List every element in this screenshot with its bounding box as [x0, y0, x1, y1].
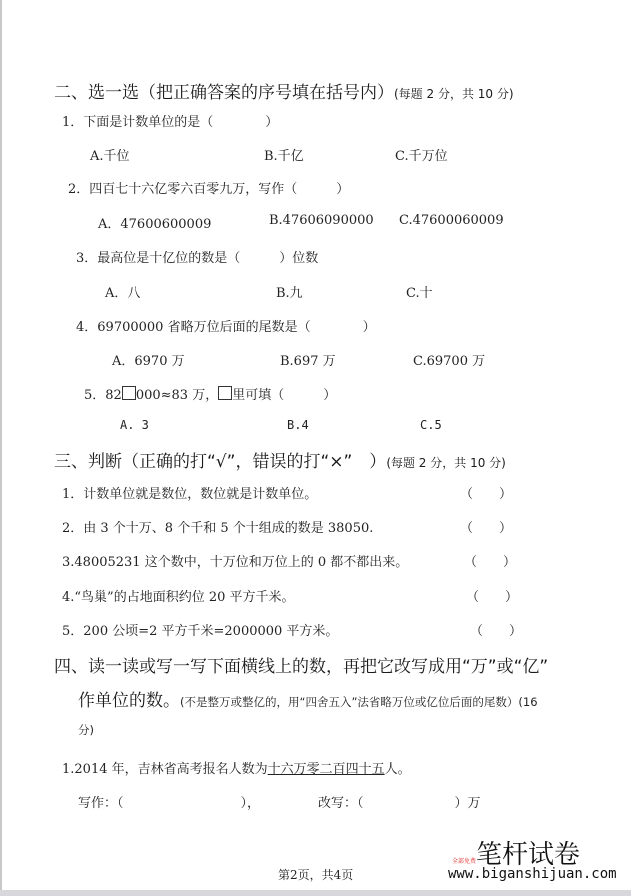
s3-q2-stem: 2．由 3 个十万、8 个千和 5 个十组成的数是 38050.: [62, 521, 374, 536]
s2-q1-option-a: A.千位: [90, 149, 130, 164]
blank-box-icon: [122, 386, 136, 400]
page-bottom-edge: [0, 890, 631, 896]
brand-name: 笔杆试卷: [476, 840, 581, 870]
brand-tag: 全部免费: [452, 858, 477, 865]
section-4-note: (不是整万或整亿的，用“四舍五入”法省略万位或亿位后面的尾数）(16: [180, 695, 538, 709]
s2-q5-option-a: A. 3: [120, 418, 149, 432]
rewrite-answer-blank: 改写：（ ）万: [318, 796, 481, 811]
s2-q5-stem: 5．82 000≈83 万， 里可填（ ）: [84, 388, 337, 403]
brand-url: www.biganshijuan.com: [448, 866, 617, 882]
s2-q3-stem: 3．最高位是十亿位的数是（ ）位数: [76, 251, 319, 266]
s2-q5-option-c: C.5: [420, 418, 442, 432]
s3-q1-answer-blank: （ ）: [460, 487, 513, 502]
s2-q2-stem: 2．四百七十六亿零六百零九万，写作（ ）: [68, 182, 350, 197]
s2-q4-option-b: B.697 万: [280, 354, 336, 369]
write-answer-blank: 写作：（ ），: [78, 796, 261, 811]
section-4-note-cont: 分): [78, 723, 94, 737]
s3-q2-answer-blank: （ ）: [460, 521, 513, 536]
s2-q3-option-b: B.九: [276, 286, 303, 301]
underlined-number: 十六万零二百四十五: [267, 762, 385, 777]
section-2-score: (每题 2 分，共 10 分): [394, 87, 514, 101]
s2-q4-stem: 4．69700000 省略万位后面的尾数是（ ）: [76, 320, 376, 335]
s3-q4-stem: 4.“鸟巢”的占地面积约位 20 平方千米。: [62, 590, 295, 605]
s2-q4-option-a: A．6970 万: [112, 354, 185, 369]
page-number: 第2页，共4页: [278, 868, 354, 882]
s2-q4-option-c: C.69700 万: [413, 354, 486, 369]
s2-q2-option-b: B.47606090000: [269, 213, 374, 228]
section-2-heading: [54, 78, 514, 103]
section-2-title: 二、选一选（把正确答案的序号填在括号内）: [54, 83, 394, 103]
section-4-title-line2: 作单位的数。(不是整万或整亿的，用“四舍五入”法省略万位或亿位后面的尾数）(16: [78, 691, 538, 711]
section-3-heading: [54, 447, 506, 472]
s2-q1-option-b: B.千亿: [264, 149, 304, 164]
s3-q4-answer-blank: （ ）: [466, 590, 519, 605]
s3-q3-answer-blank: （ ）: [464, 555, 517, 570]
s2-q1-stem: 1．下面是计数单位的是（ ）: [62, 115, 279, 130]
s3-q5-stem: 5．200 公顷=2 平方千米=2000000 平方米。: [62, 624, 339, 639]
s2-q1-option-c: C.千万位: [395, 149, 448, 164]
exam-page: [2, 0, 631, 890]
blank-box-icon: [218, 386, 232, 400]
s2-q3-option-c: C.十: [406, 286, 433, 301]
section-4-title-line1: 四、读一读或写一写下面横线上的数，再把它改写成用“万”或“亿”: [54, 657, 549, 677]
section-3-title: 三、判断（正确的打“√”，错误的打“×” ）: [54, 452, 387, 472]
s2-q5-option-b: B.4: [287, 418, 309, 432]
s2-q2-option-a: A．47600600009: [98, 217, 212, 232]
s4-q1-stem: 1.2014 年，吉林省高考报名人数为十六万零二百四十五人。: [62, 762, 411, 777]
s2-q3-option-a: A．八: [105, 286, 141, 301]
s3-q1-stem: 1．计数单位就是数位，数位就是计数单位。: [62, 487, 318, 502]
s3-q5-answer-blank: （ ）: [470, 624, 523, 639]
section-3-score: (每题 2 分，共 10 分): [386, 456, 506, 470]
s3-q3-stem: 3.48005231 这个数中，十万位和万位上的 0 都不都出来。: [62, 555, 409, 570]
s2-q2-option-c: C.47600060009: [399, 213, 504, 228]
